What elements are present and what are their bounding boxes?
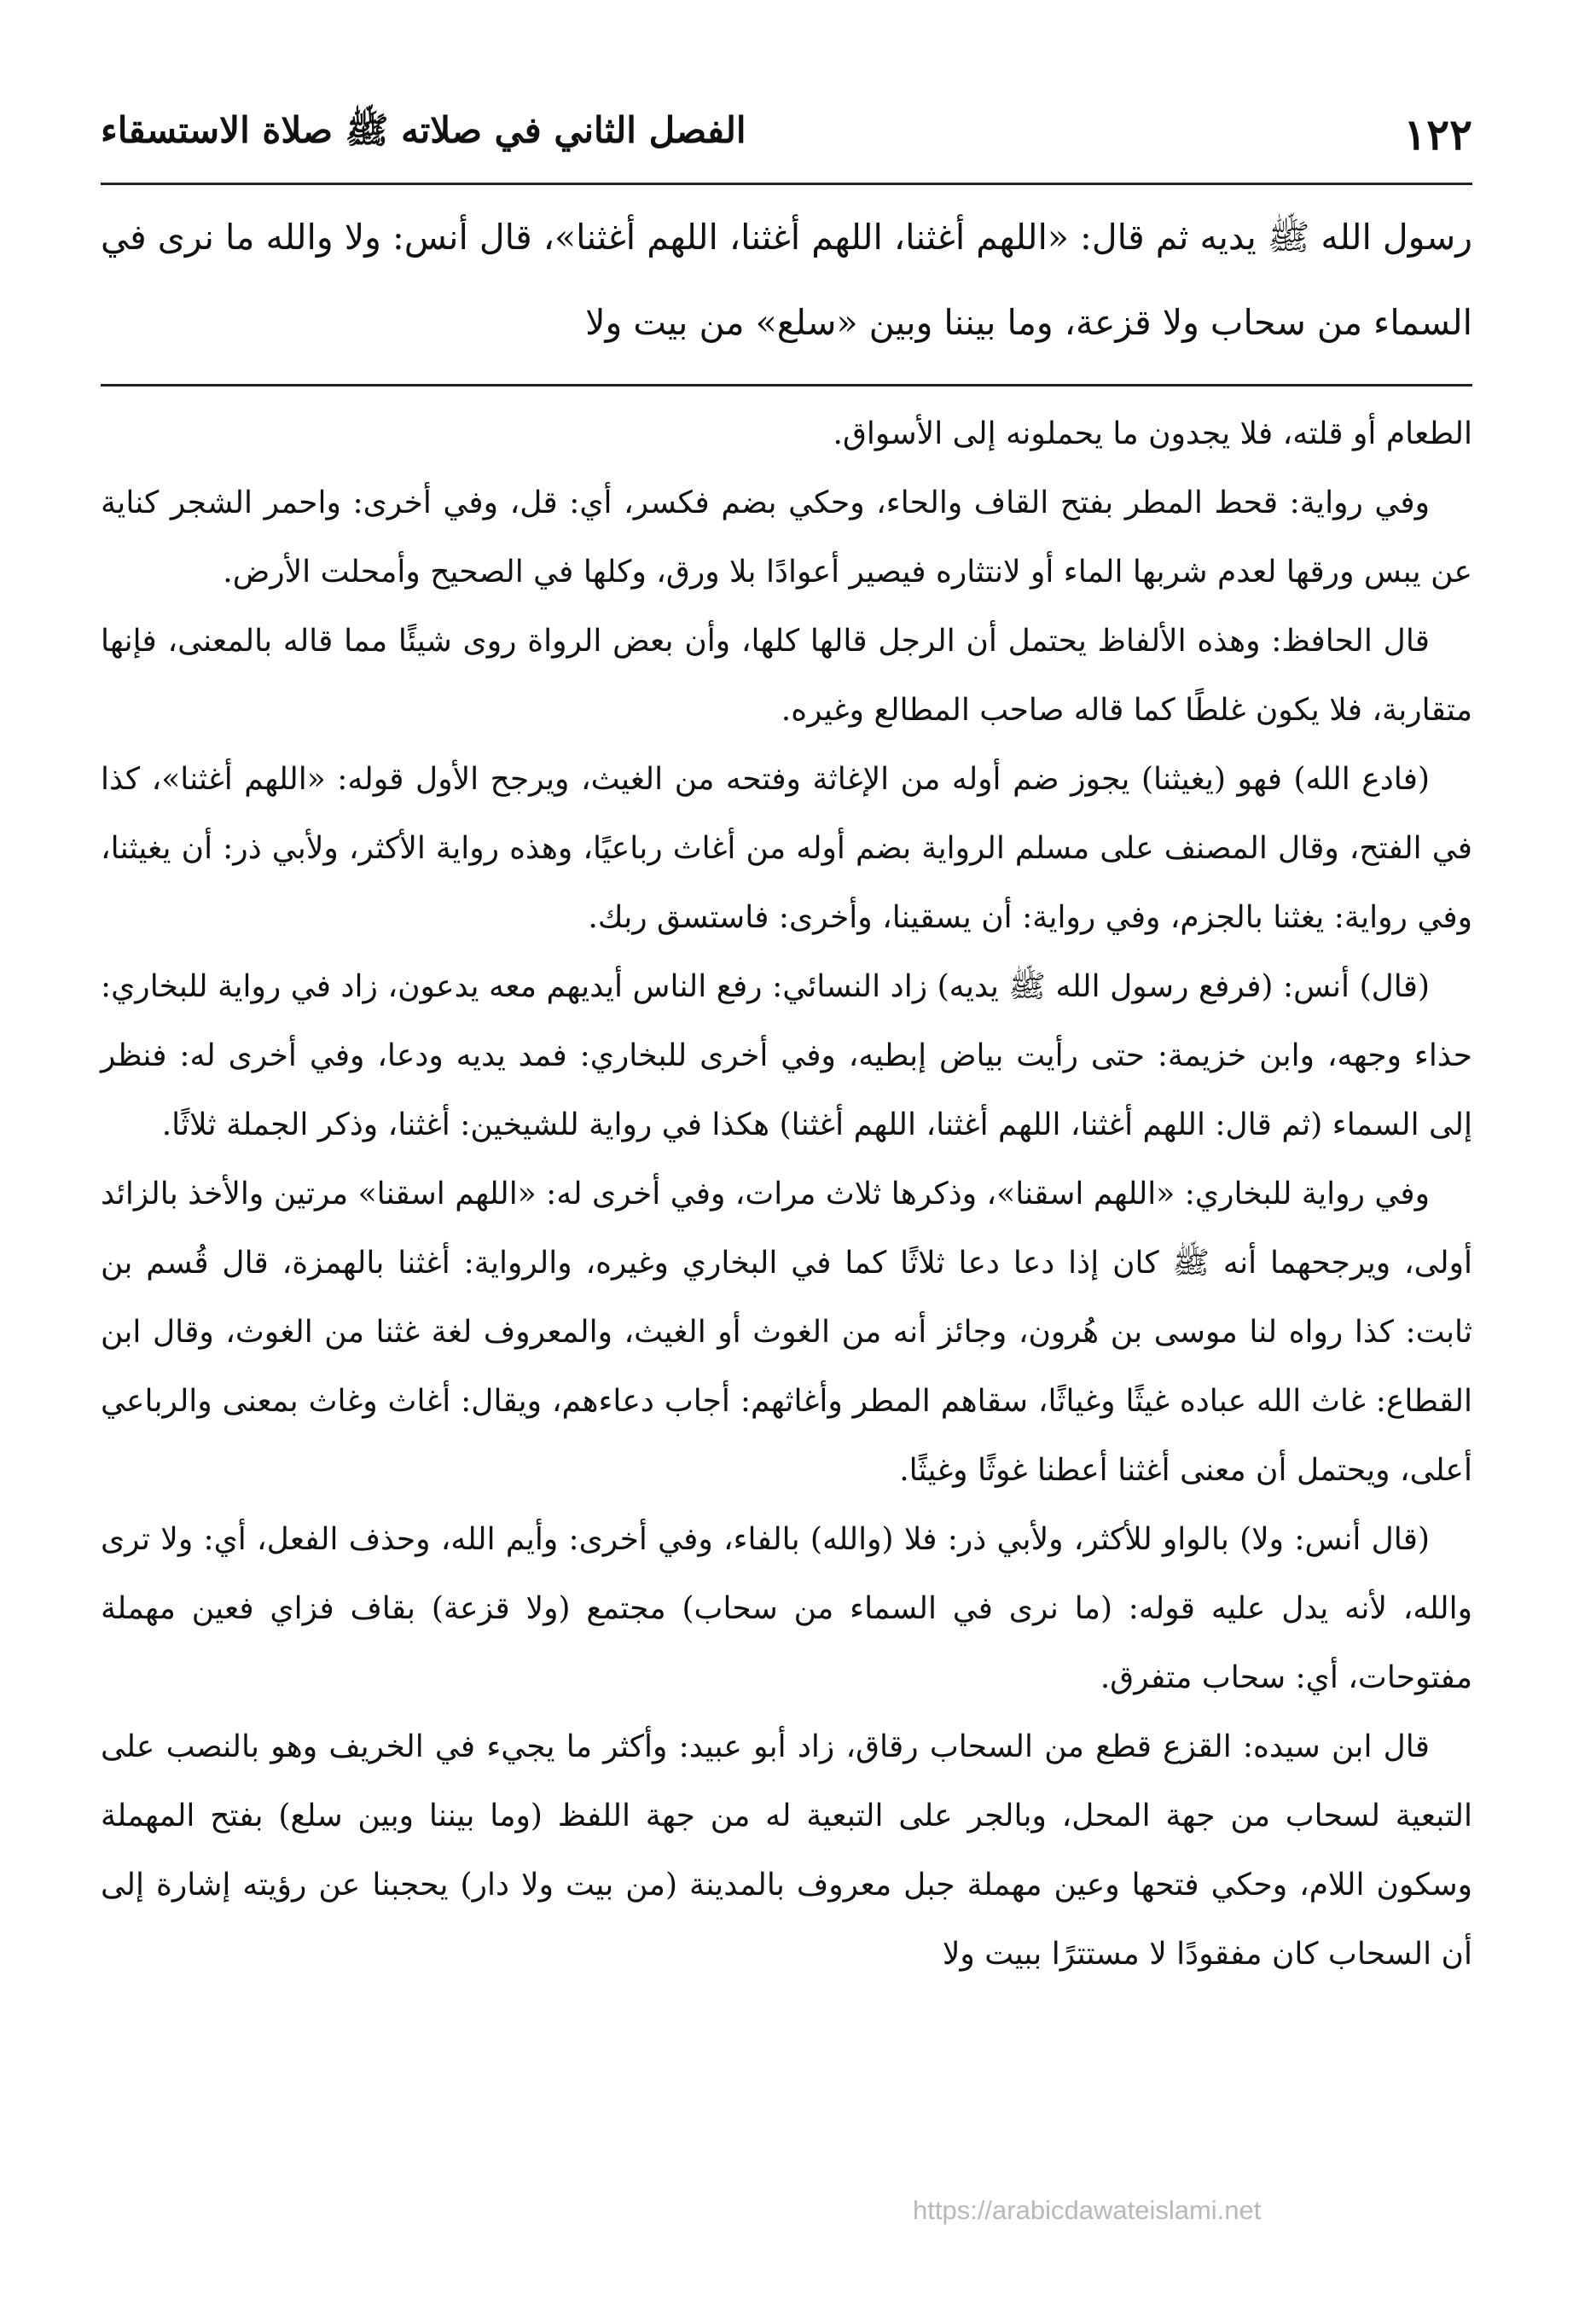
commentary-paragraph: قال الحافظ: وهذه الألفاظ يحتمل أن الرجل قالها كلها، وأن بعض الرواة روى شيئًا مما قاله بالمعنى، فإنها متقاربة، فلا يكون غلطًا كما قاله صاحب المطالع وغيره. xyxy=(101,624,1472,728)
page-number: ١٢٢ xyxy=(1403,108,1472,160)
commentary-paragraph: الطعام أو قلته، فلا يجدون ما يحملونه إلى الأسواق. xyxy=(833,416,1472,451)
commentary-paragraph: (فادع الله) فهو (يغيثنا) يجوز ضم أوله من الإغاثة وفتحه من الغيث، ويرجح الأول قوله: «اللهم أغثنا»، كذا في الفتح، وقال المصنف على مسلم الرواية بضم أوله من أغاث رباعيًا، وهذه رواية الأكثر، ولأبي ذر: أن يغيثنا، وفي رواية: يغثنا بالجزم، وفي رواية: أن يسقينا، وأخرى: فاستسق ربك. xyxy=(101,762,1472,935)
page-header xyxy=(101,104,1472,164)
commentary-text xyxy=(101,399,1472,1989)
hadith-text: رسول الله ﷺ يديه ثم قال: «اللهم أغثنا، اللهم أغثنا، اللهم أغثنا»، قال أنس: ولا والله ما نرى في السماء من سحاب ولا قزعة، وما بيننا وبين «سلع» من بيت ولا xyxy=(101,217,1472,343)
watermark-url: https://arabicdawateislami.net xyxy=(913,2195,1262,2225)
commentary-paragraph: (قال أنس: ولا) بالواو للأكثر، ولأبي ذر: فلا (والله) بالفاء، وفي أخرى: وأيم الله، وحذف الفعل، أي: ولا ترى والله، لأنه يدل عليه قوله: (ما نرى في السماء من سحاب) مجتمع (ولا قزعة) بقاف فزاي فعين مهملة مفتوحات، أي: سحاب متفرق. xyxy=(101,1522,1472,1695)
commentary-paragraph: (قال) أنس: (فرفع رسول الله ﷺ يديه) زاد النسائي: رفع الناس أيديهم معه يدعون، زاد في رواية للبخاري: حذاء وجهه، وابن خزيمة: حتى رأيت بياض إبطيه، وفي أخرى للبخاري: فمد يديه ودعا، وفي أخرى له: فنظر إلى السماء (ثم قال: اللهم أغثنا، اللهم أغثنا، اللهم أغثنا) هكذا في رواية للشيخين: أغثنا، وذكر الجملة ثلاثًا. xyxy=(101,969,1472,1142)
running-title: الفصل الثاني في صلاته ﷺ صلاة الاستسقاء xyxy=(101,108,746,151)
header-divider xyxy=(101,183,1472,185)
commentary-paragraph: وفي رواية: قحط المطر بفتح القاف والحاء، وحكي بضم فكسر، أي: قل، وفي أخرى: واحمر الشجر كناية عن يبس ورقها لعدم شربها الماء أو لانتثاره فيصير أعوادًا بلا ورق، وكلها في الصحيح وأمحلت الأرض. xyxy=(101,485,1472,590)
commentary-paragraph: قال ابن سيده: القزع قطع من السحاب رقاق، زاد أبو عبيد: وأكثر ما يجيء في الخريف وهو بالنصب على التبعية لسحاب من جهة المحل، وبالجر على التبعية له من جهة اللفظ (وما بيننا وبين سلع) بفتح المهملة وسكون اللام، وحكي فتحها وعين مهملة جبل معروف بالمدينة (من بيت ولا دار) يحجبنا عن رؤيته إشارة إلى أن السحاب كان مفقودًا لا مستترًا ببيت ولا xyxy=(101,1729,1472,1972)
text-divider xyxy=(101,384,1472,386)
commentary-paragraph: وفي رواية للبخاري: «اللهم اسقنا»، وذكرها ثلاث مرات، وفي أخرى له: «اللهم اسقنا» مرتين والأخذ بالزائد أولى، ويرجحهما أنه ﷺ كان إذا دعا دعا ثلاثًا كما في البخاري وغيره، والرواية: أغثنا بالهمزة، قال قُسم بن ثابت: كذا رواه لنا موسى بن هُرون، وجائز أنه من الغوث أو الغيث، والمعروف لغة غثنا من الغوث، وقال ابن القطاع: غاث الله عباده غيثًا وغياثًا، سقاهم المطر وأغاثهم: أجاب دعاءهم، ويقال: أغاث وغاث بمعنى والرباعي أعلى، ويحتمل أن معنى أغثنا أعطنا غوثًا وغيثًا. xyxy=(101,1177,1472,1488)
